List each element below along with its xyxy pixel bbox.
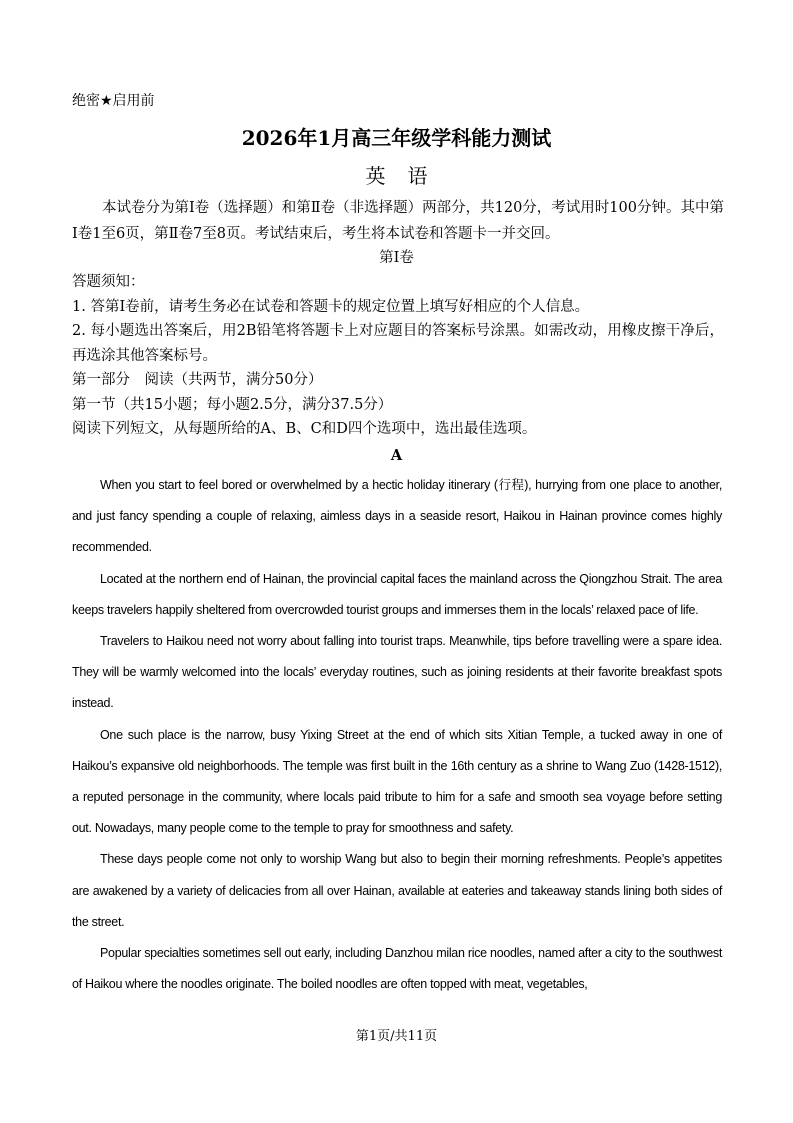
passage-paragraph: Travelers to Haikou need not worry about falling into tourist traps. Meanwhile, tips before travelling were a spare idea. They will be warmly welcomed into the locals’ everyday routines, such as joining residents at their favorite breakfast spots instead. bbox=[72, 634, 722, 711]
notes-item-1: 1. 答第Ⅰ卷前，请考生务必在试卷和答题卡的规定位置上填写好相应的个人信息。 bbox=[72, 298, 590, 315]
reading-instruction: 阅读下列短文，从每题所给的A、B、C和D四个选项中，选出最佳选项。 bbox=[72, 421, 537, 437]
confidential-label: 绝密★启用前 bbox=[72, 93, 155, 109]
passage-paragraph: Located at the northern end of Hainan, the provincial capital faces the mainland across the Qiongzhou Strait. The area keeps travelers happily sheltered from overcrowded tourist groups and immerses them in the locals’ relaxed pace of life. bbox=[72, 571, 722, 617]
notes-heading: 答题须知： bbox=[72, 274, 145, 290]
passage-paragraph: One such place is the narrow, busy Yixing Street at the end of which sits Xitian Temple, a tucked away in one of Haikou’s expansive old neighborhoods. The temple was first built in the 16th century as a shrine to Wang Zuo (1428-1512), a reputed personage in the community, where locals paid tribute to him for a safe and smooth sea voyage before setting out. Nowadays, many people come to the temple to pray for smoothness and safety. bbox=[72, 727, 722, 836]
exam-title: 2026年1月高三年级学科能力测试 bbox=[241, 126, 552, 150]
section-heading: 第一节（共15小题；每小题2.5分，满分37.5分） bbox=[72, 396, 393, 413]
passage-paragraph: When you start to feel bored or overwhelmed by a hectic holiday itinerary (行程), hurrying from one place to another, and just fancy spending a couple of relaxing, aimless days in a seaside resort, Haikou in Hainan province comes highly recommended. bbox=[72, 478, 722, 555]
page-number: 第1页/共11页 bbox=[355, 1029, 438, 1044]
passage-paragraph: Popular specialties sometimes sell out early, including Danzhou milan rice noodles, named after a city to the southwest of Haikou where the noodles originate. The boiled noodles are often topped with meat, vegetables, bbox=[72, 946, 722, 992]
volume-title: 第Ⅰ卷 bbox=[379, 250, 414, 266]
exam-intro: 本试卷分为第Ⅰ卷（选择题）和第Ⅱ卷（非选择题）两部分，共120分，考试用时100分钟。其中第Ⅰ卷1至6页，第Ⅱ卷7至8页。考试结束后，考生将本试卷和答题卡一并交回。 bbox=[72, 200, 724, 242]
answer-notes bbox=[72, 270, 724, 442]
subject-title: 英语 bbox=[365, 164, 450, 188]
notes-item-2: 2. 每小题选出答案后，用2B铅笔将答题卡上对应题目的答案标号涂黑。如需改动，用橡皮擦干净后，再选涂其他答案标号。 bbox=[72, 323, 724, 364]
passage-text bbox=[72, 470, 722, 1000]
passage-label: A bbox=[390, 447, 403, 464]
part-heading: 第一部分 阅读（共两节，满分50分） bbox=[72, 372, 323, 388]
passage-paragraph: These days people come not only to worship Wang but also to begin their morning refreshments. People’s appetites are awakened by a variety of delicacies from all over Hainan, available at eateries and takeaway stands lining both sides of the street. bbox=[72, 852, 722, 929]
